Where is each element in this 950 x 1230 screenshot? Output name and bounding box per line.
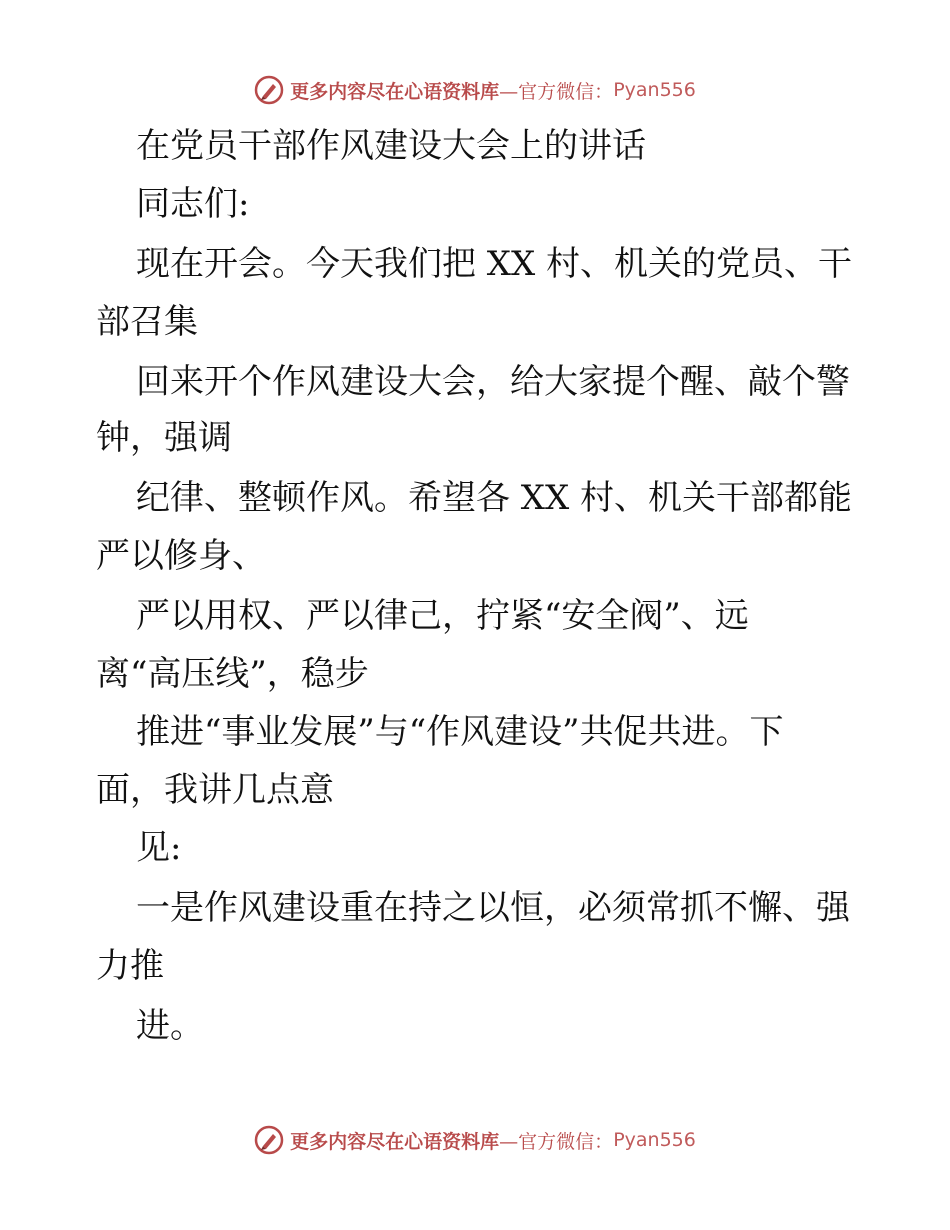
paragraph-line: 严以用权、严以律己，拧紧“安全阀”、远	[136, 596, 749, 636]
footer-watermark	[0, 1120, 950, 1160]
watermark-brand: 更多内容尽在心语资料库	[290, 1130, 500, 1153]
watermark-contact-label: —官方微信：	[499, 1130, 614, 1153]
paragraph-line: 回来开个作风建设大会，给大家提个醒、敲个警	[136, 362, 850, 402]
paragraph-line: 部召集	[96, 302, 198, 342]
paragraph-line: 力推	[96, 946, 164, 986]
pen-logo-icon	[254, 1125, 284, 1155]
paragraph-line: 钟，强调	[96, 418, 232, 458]
watermark-contact-label: —官方微信：	[499, 80, 614, 103]
paragraph-line: 一是作风建设重在持之以恒，必须常抓不懈、强	[136, 888, 850, 928]
paragraph-line: 纪律、整顿作风。希望各 XX 村、机关干部都能	[136, 478, 853, 518]
paragraph-line: 现在开会。今天我们把 XX 村、机关的党员、干	[136, 244, 853, 284]
paragraph-line: 见:	[136, 828, 182, 868]
document-title: 在党员干部作风建设大会上的讲话	[136, 126, 646, 166]
watermark-brand: 更多内容尽在心语资料库	[290, 80, 500, 103]
watermark-wechat-id: Pyan556	[613, 1129, 696, 1151]
paragraph-line: 离“高压线”，稳步	[96, 654, 369, 694]
pen-logo-icon	[254, 75, 284, 105]
paragraph-line: 严以修身、	[96, 536, 266, 576]
salutation: 同志们:	[136, 184, 250, 224]
paragraph-line: 推进“事业发展”与“作风建设”共促共进。下	[136, 712, 784, 752]
paragraph-line: 进。	[136, 1006, 204, 1046]
watermark-wechat-id: Pyan556	[613, 79, 696, 101]
header-watermark	[0, 70, 950, 110]
paragraph-line: 面，我讲几点意	[96, 770, 334, 810]
